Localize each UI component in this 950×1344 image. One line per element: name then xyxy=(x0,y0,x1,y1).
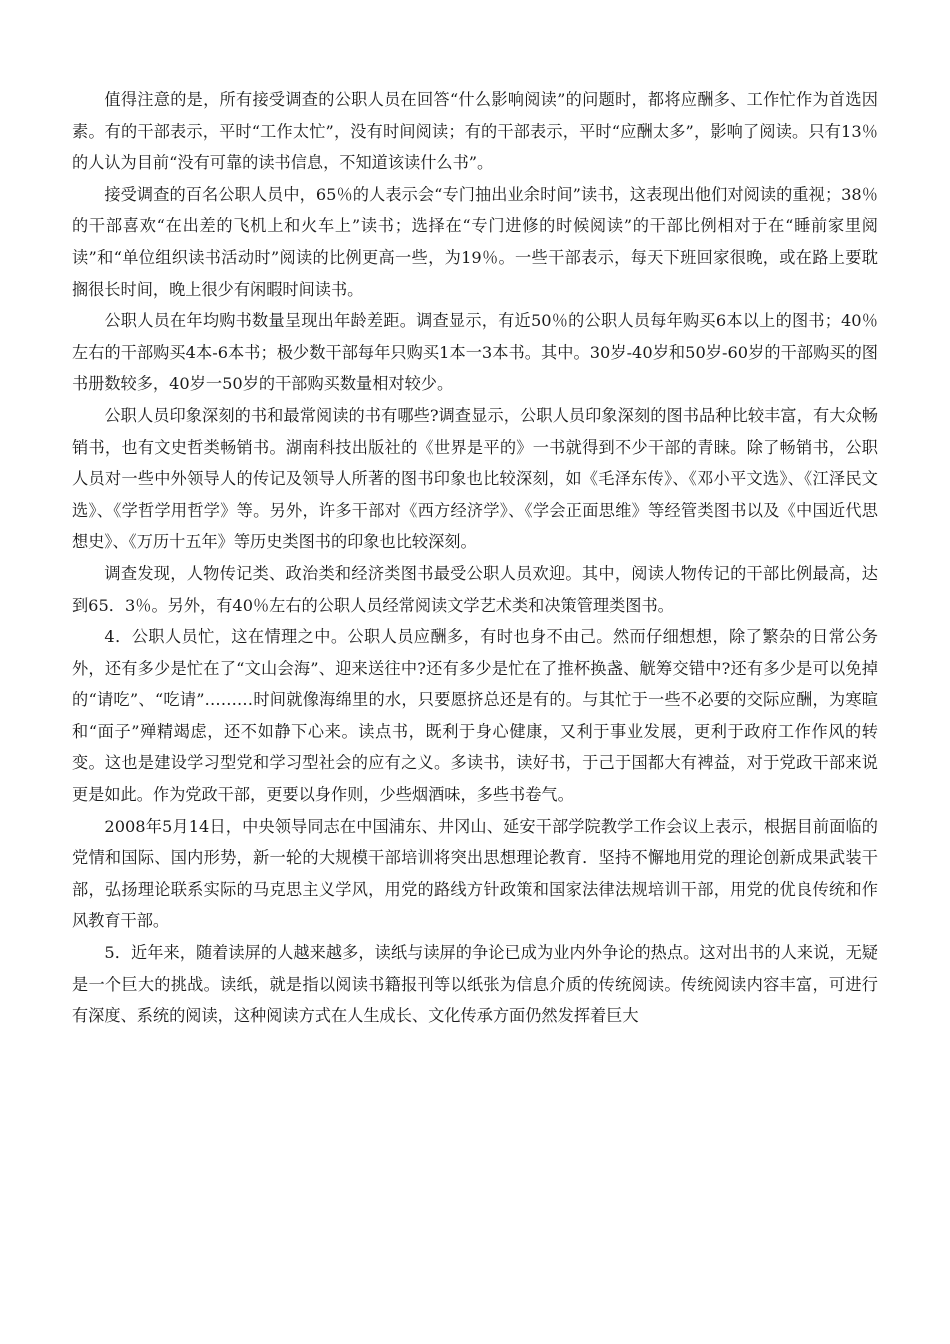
paragraph-book-purchases: 公职人员在年均购书数量呈现出年龄差距。调查显示，有近50％的公职人员每年购买6本以上的图书；40％左右的干部购买4本-6本书；极少数干部每年只购买1本一3本书。其中。30岁-40岁和50岁-60岁的干部购买的图书册数较多，40岁一50岁的干部购买数量相对较少。 xyxy=(72,311,878,394)
paragraph-reading-obstacles: 值得注意的是，所有接受调查的公职人员在回答“什么影响阅读”的问题时，都将应酬多、工作忙作为首选因素。有的干部表示，平时“工作太忙”，没有时间阅读；有的干部表示，平时“应酬太多”，影响了阅读。只有13％的人认为目前“没有可靠的读书信息，不知道该读什么书”。 xyxy=(72,90,878,173)
paragraph-reading-time: 接受调查的百名公职人员中，65％的人表示会“专门抽出业余时间”读书，这表现出他们对阅读的重视；38％的干部喜欢“在出差的飞机上和火车上”读书；选择在“专门进修的时候阅读”的干部比例相对于在“睡前家里阅读”和“单位组织读书活动时”阅读的比例更高一些，为19％。一些干部表示，每天下班回家很晚，或在路上要耽搁很长时间，晚上很少有闲暇时间读书。 xyxy=(72,184,878,299)
document-page xyxy=(72,84,878,1032)
paragraph-point-5: 5．近年来，随着读屏的人越来越多，读纸与读屏的争论已成为业内外争论的热点。这对出书的人来说，无疑是一个巨大的挑战。读纸，就是指以阅读书籍报刊等以纸张为信息介质的传统阅读。传统阅读内容丰富，可进行有深度、系统的阅读，这种阅读方式在人生成长、文化传承方面仍然发挥着巨大 xyxy=(72,943,878,1026)
paragraph-memorable-books: 公职人员印象深刻的书和最常阅读的书有哪些?调查显示，公职人员印象深刻的图书品种比较丰富，有大众畅销书，也有文史哲类畅销书。湖南科技出版社的《世界是平的》一书就得到不少干部的青睐。除了畅销书，公职人员对一些中外领导人的传记及领导人所著的图书印象也比较深刻，如《毛泽东传》、《邓小平文选》、《江泽民文选》、《学哲学用哲学》等。另外，许多干部对《西方经济学》、《学会正面思维》等经管类图书以及《中国近代思想史》、《万历十五年》等历史类图书的印象也比较深刻。 xyxy=(72,405,878,552)
paragraph-popular-genres: 调查发现，人物传记类、政治类和经济类图书最受公职人员欢迎。其中，阅读人物传记的干部比例最高，达到65．3％。另外，有40％左右的公职人员经常阅读文学艺术类和决策管理类图书。 xyxy=(72,563,878,615)
paragraph-cadre-training: 2008年5月14日，中央领导同志在中国浦东、井冈山、延安干部学院教学工作会议上表示，根据目前面临的党情和国际、国内形势，新一轮的大规模干部培训将突出思想理论教育．坚持不懈地用党的理论创新成果武装干部，弘扬理论联系实际的马克思主义学风，用党的路线方针政策和国家法律法规培训干部，用党的优良传统和作风教育干部。 xyxy=(72,816,878,931)
paragraph-point-4: 4．公职人员忙，这在情理之中。公职人员应酬多，有时也身不由己。然而仔细想想，除了繁杂的日常公务外，还有多少是忙在了“文山会海”、迎来送往中?还有多少是忙在了推杯换盏、觥筹交错中?还有多少是可以免掉的“请吃”、“吃请”………时间就像海绵里的水，只要愿挤总还是有的。与其忙于一些不必要的交际应酬，为寒暄和“面子”殚精竭虑，还不如静下心来。读点书，既利于身心健康，又利于事业发展，更利于政府工作作风的转变。这也是建设学习型党和学习型社会的应有之义。多读书，读好书，于己于国都大有裨益，对于党政干部来说更是如此。作为党政干部，更要以身作则，少些烟酒味，多些书卷气。 xyxy=(72,627,878,805)
